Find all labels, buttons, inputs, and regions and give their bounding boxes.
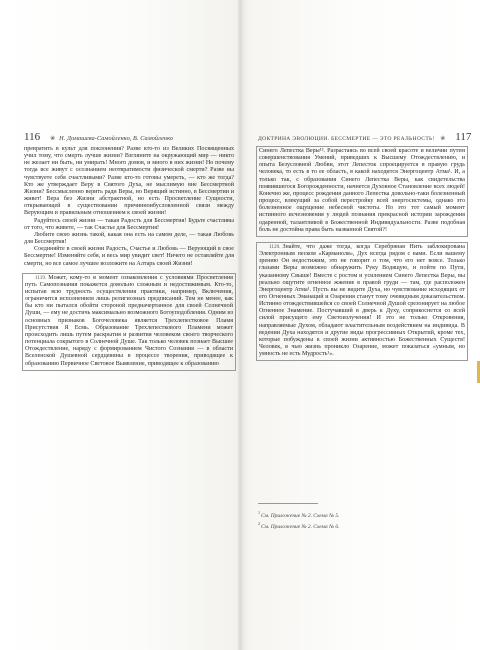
section-number: 1119. — [35, 274, 47, 281]
left-paragraph-4: Соединяйте в своей жизни Радость, Счастье и Любовь — Верующий в свое Бессмертие! Изменяйте себя, и весь мир увидит свет! Ничего не оставляйте для смерти, но все самое лучшее возложите на Алтарь своей Жизни! — [24, 246, 234, 267]
footnotes — [258, 503, 458, 531]
right-section-text — [256, 242, 468, 362]
left-section-text — [22, 273, 236, 371]
footnote-1-number: 1 — [258, 510, 260, 515]
right-section-1120 — [258, 242, 466, 362]
right-page-number: 117 — [455, 131, 472, 143]
left-paragraph-3: Любите свою жизнь такой, какая она есть на самом деле, — такая Любовь для Бессмертия! — [24, 231, 234, 246]
left-running-header — [24, 131, 234, 143]
left-paragraph-1: превратить в культ для поклонения? Разве кто-то из Великих Посвященных учил тому, что смерть лучше жизни? Взгляните на окружающий мир — никто не желает ни быть, ни умирать! Много домов, и много в них жизни! Но почему тогда все живут с осознанием неотвратимости физической смерти? Разве вы чувствуете себя счастливыми? Разве кто-то готовы умереть, — кто же тогда? Кто же утверждает Веру в Святого Духа, не мыслимую вне Бессмертной Жизни? Бессмысленно верить ради Веры, но Верящий истинно, в Бессмертии и живет! Вера без Жизни абстрактной, но есть Просветление Сущности, открывающей в существовании причинноибусловленной связи между Верующим и правильным отношением к своей жизни! — [24, 146, 234, 217]
left-section-1119 — [24, 273, 234, 371]
flower-ornament-icon: ❀ — [440, 136, 446, 142]
left-running-head-authors: Н. Домашева-Самойленко, В. Самойленко — [59, 135, 174, 142]
footnote-2-text: См. Приложение № 2. Схема № 6. — [261, 523, 340, 530]
footnote-rule — [258, 503, 318, 504]
right-running-head-title: ДОКТРИНА ЭВОЛЮЦИИ. БЕССМЕРТИЕ — ЭТО РЕАЛЬНОСТЬ! — [258, 136, 435, 142]
section-body: Знайте, что даже тогда, когда Серебряная Нить заблокирована Электронным песком «Карманоля», Дух всегда рядом с вами. Если вашему зрению Он недостижим, это не говорит о том, что его нет вовсе. Только глазами Веры возможно обнаружить Руку Водящую, и пойти по Пути, указанному Свыше! Вместе с ростом и усилением Синего Лепестка Веры, вы реально ощутите огненное жжение в правой груди — там, где расположен Энергоцентр Атма¹. Пусть вы не видите Духа, но чувствование исходящих от его Огненных Эманаций и Озарения станут тому очевидным доказательством. Истинно отождествившейся со своей Солнечной Душой срезонирует на любое Огненное Знамение. Постучавший в дверь к Духу, соприкоснется со всей силой присущего ему Светоизлучения! И это не только Откровения, направляемые Духом, обладают властительным воздействием на индивида. В ведении Духа находятся и другие виды прогрессивных Открытий, кроме тех, которые побуждены к своей жизни активностью Божественных Существ! Человек, в чью жизнь проникло Озарение, может показаться «умным, но умность не есть Мудрость¹». — [259, 243, 465, 358]
section-body: Может, кому-то в момент ознакомления с условиями Просветления путь Самопознания покажется довольно сложным и недостижимым. Кто-то, испытав всю трудность осуществления практики, например, Включения, ограничится исполнением лишь религиозных предписаний. Тем не менее, как бы кто ни пытался обойти стороной предначертанное для своей Солнечной Души, — ему не достичь максимально возможного Богоуподобления. Одним из основных признаков Богочеловека является Трехлепестковое Пламя Присутствия Я Есмь. Образование Трехлепесткового Пламени может происходить лишь путем раскрытия и развития человеком своего творческого потенциала сокрытого в Солнечной Душе. Так только человек познает Высшее Отождествление, наряду с формированием Чистого Сознания — в области Вселенской Душевной сердцевины в процессе творения, приводящее к образованию Первичное Световое Выявление, приводящее к образованию — [25, 274, 233, 367]
right-paragraph-1: Синего Лепестка Веры¹³. Разрастаясь во всей своей красоте и величии путем совершенствования Умений, приведших к Высшему Отождествлению, и опыта Безусловной Любви, этот Лепесток спроецируется в правую грудь человека, то есть в то ее область, в какой находится Энергоцентр Атма¹. И, а только так, с образования Синего Лепестка Веры, как свидетельства появившегося Богорожденности, начнется Духовное Становление всех людей! Конечно же, процесс рождения данного Лепестка довольно-таки болезненный процесс, влекущий за собой перестройку всей энергосистемы, однако это болезненное ощущение небесной чистоты. Но это тот самый момент истинного исчезновения у людей познания прекрасной истории зарождения одаренной, талантливой в Божественной Индивидуальности. Разве подобная боль не достойна права быть названной Святой?! — [256, 146, 468, 237]
footnote-2 — [258, 520, 458, 531]
left-page-number: 116 — [24, 131, 41, 143]
left-page-body — [24, 146, 234, 371]
footnote-1-text: См. Приложение № 2. Схема № 5. — [261, 512, 340, 519]
footnote-2-number: 2 — [258, 520, 260, 526]
flower-ornament-icon: ❀ — [50, 136, 56, 142]
right-page — [240, 0, 480, 650]
footnote-1 — [258, 509, 458, 520]
right-running-header — [258, 131, 472, 143]
right-page-body — [258, 146, 466, 361]
section-number: 1120. — [269, 243, 281, 250]
left-paragraph-2: Радуйтесь своей жизни — такая Радость для Бессмертия! Будьте счастливы от того, что живете, — так Счастье для Бессмертия! — [24, 217, 234, 231]
